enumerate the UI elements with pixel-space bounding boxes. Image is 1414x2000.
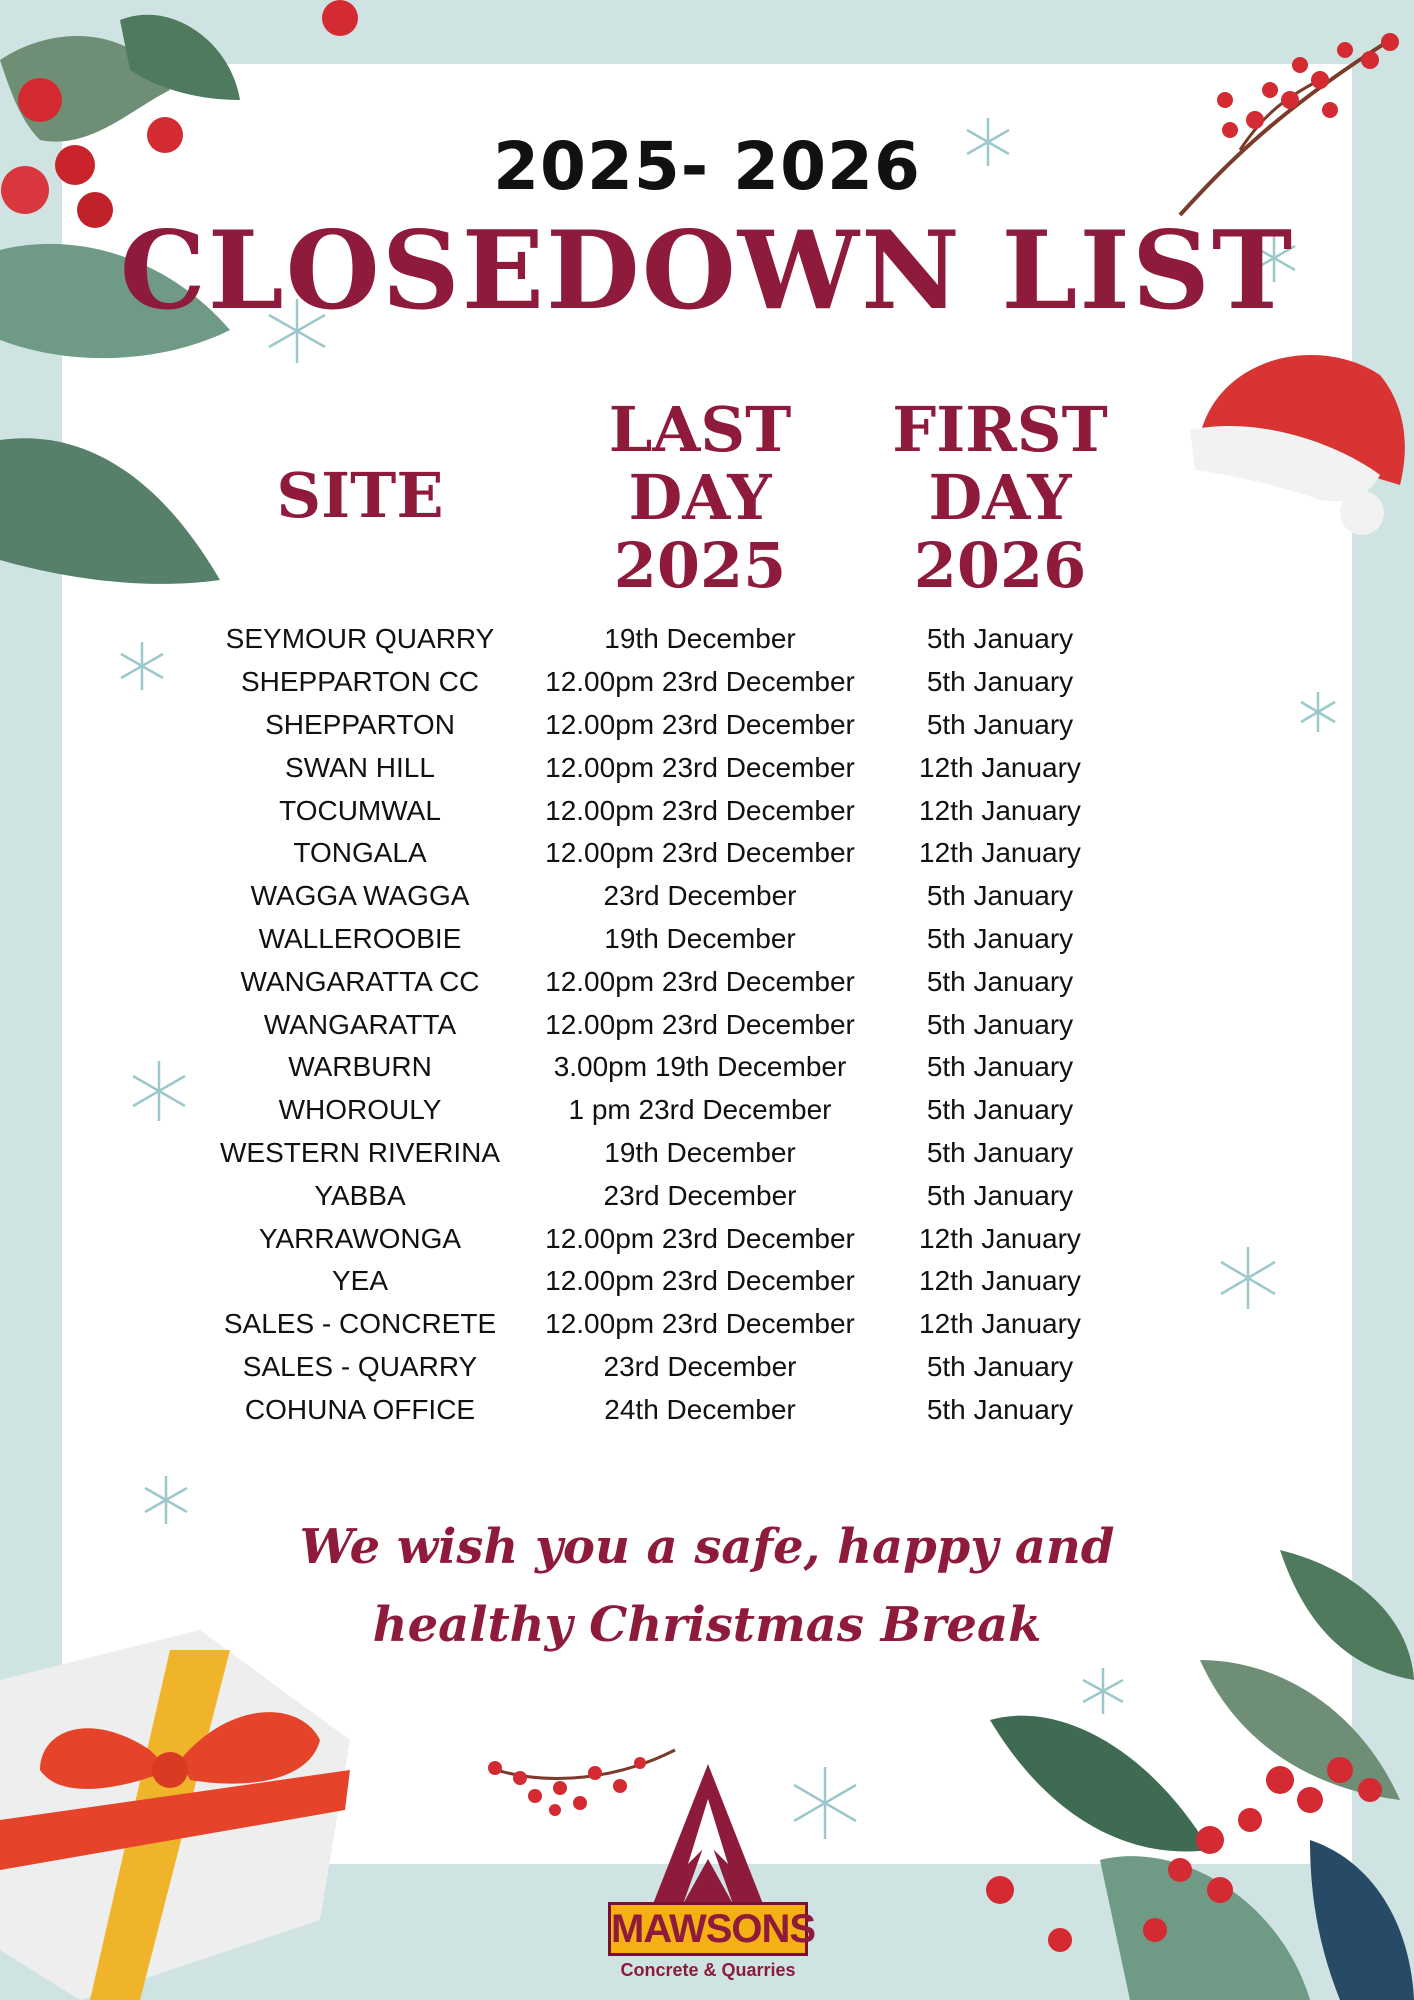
first-day-cell: 5th January [926,922,1074,954]
closedown-table [200,618,1120,1431]
site-cell: SEYMOUR QUARRY [225,623,495,655]
column-header-first-day [880,393,1120,602]
site-cell: SWAN HILL [285,751,435,783]
table-row [200,618,1120,661]
last-day-cell: 1 pm 23rd December [568,1094,832,1126]
first-day-cell: 12th January [919,1308,1081,1340]
last-day-cell: 19th December [604,623,796,655]
last-day-cell: 12.00pm 23rd December [545,794,855,826]
last-day-cell: 12.00pm 23rd December [545,751,855,783]
last-day-cell: 12.00pm 23rd December [545,1308,855,1340]
first-day-cell: 5th January [926,708,1074,740]
logo-wordmark: MAWSONS [608,1902,808,1956]
column-header-site [200,459,520,532]
site-cell: WAGGA WAGGA [250,880,470,912]
column-header-last-line-2: DAY [628,461,772,534]
holiday-greeting [0,1508,1414,1664]
first-day-cell: 5th January [926,880,1074,912]
site-cell: TONGALA [293,837,427,869]
last-day-cell: 12.00pm 23rd December [545,1265,855,1297]
last-day-cell: 12.00pm 23rd December [545,666,855,698]
table-row [200,1388,1120,1431]
first-day-cell: 5th January [926,1350,1074,1382]
column-header-first-line-3: 2026 [913,529,1087,602]
site-cell: WARBURN [288,1051,432,1083]
site-cell: WHOROULY [278,1094,442,1126]
site-cell: TOCUMWAL [279,794,441,826]
table-row [200,789,1120,832]
site-cell: WALLEROOBIE [258,922,462,954]
site-cell: COHUNA OFFICE [244,1393,476,1425]
column-header-last-day [520,393,880,602]
last-day-cell: 19th December [604,922,796,954]
table-row [200,1132,1120,1175]
last-day-cell: 12.00pm 23rd December [545,837,855,869]
last-day-cell: 23rd December [603,1350,797,1382]
table-row [200,1217,1120,1260]
first-day-cell: 12th January [919,1222,1081,1254]
logo-tagline: Concrete & Quarries [620,1960,796,1980]
last-day-cell: 12.00pm 23rd December [545,965,855,997]
table-row [200,1303,1120,1346]
snowflake-icon [126,1058,192,1124]
site-cell: YEA [331,1265,389,1297]
column-header-site-label: SITE [276,459,444,532]
last-day-cell: 23rd December [603,880,797,912]
site-cell: YARRAWONGA [258,1222,462,1254]
site-cell: WESTERN RIVERINA [219,1136,501,1168]
table-row [200,1046,1120,1089]
title-years: 2025- 2026 [493,128,921,205]
first-day-cell: 12th January [919,1265,1081,1297]
last-day-cell: 12.00pm 23rd December [545,1008,855,1040]
last-day-cell: 12.00pm 23rd December [545,1222,855,1254]
table-row [200,1346,1120,1389]
site-cell: WANGARATTA [263,1008,457,1040]
column-header-first-line-1: FIRST [892,393,1108,466]
first-day-cell: 12th January [919,794,1081,826]
last-day-cell: 19th December [604,1136,796,1168]
greeting-line-2: healthy Christmas Break [372,1597,1042,1653]
first-day-cell: 5th January [926,1179,1074,1211]
first-day-cell: 5th January [926,1051,1074,1083]
last-day-cell: 12.00pm 23rd December [545,708,855,740]
first-day-cell: 5th January [926,623,1074,655]
first-day-cell: 12th January [919,837,1081,869]
mawsons-logo [608,1764,816,1986]
site-cell: SALES - CONCRETE [223,1308,497,1340]
table-row [200,875,1120,918]
first-day-cell: 5th January [926,666,1074,698]
site-cell: SALES - QUARRY [242,1350,478,1382]
snowflake-icon [116,640,168,692]
last-day-cell: 23rd December [603,1179,797,1211]
site-cell: SHEPPARTON CC [240,666,480,698]
first-day-cell: 5th January [926,1136,1074,1168]
table-row [200,1003,1120,1046]
last-day-cell: 24th December [604,1393,796,1425]
column-header-first-line-2: DAY [928,461,1072,534]
first-day-cell: 12th January [919,751,1081,783]
table-row [200,960,1120,1003]
first-day-cell: 5th January [926,965,1074,997]
column-header-last-line-1: LAST [608,393,792,466]
site-cell: SHEPPARTON [265,708,455,740]
site-cell: WANGARATTA CC [240,965,480,997]
table-row [200,832,1120,875]
table-row [200,1260,1120,1303]
table-row [200,704,1120,747]
table-row [200,918,1120,961]
first-day-cell: 5th January [926,1008,1074,1040]
snowflake-icon [1296,690,1340,734]
santa-hat-icon [1180,335,1414,535]
mountain-logo-icon [653,1764,763,1904]
site-cell: YABBA [314,1179,406,1211]
table-row [200,661,1120,704]
column-header-last-line-3: 2025 [613,529,787,602]
page-title: CLOSEDOWN LIST [119,208,1295,334]
snowflake-icon [1078,1666,1128,1716]
last-day-cell: 3.00pm 19th December [553,1051,847,1083]
table-row [200,1174,1120,1217]
table-row [200,1089,1120,1132]
greeting-line-1: We wish you a safe, happy and [299,1519,1115,1575]
first-day-cell: 5th January [926,1094,1074,1126]
table-row [200,746,1120,789]
first-day-cell: 5th January [926,1393,1074,1425]
snowflake-icon [1214,1244,1282,1312]
gift-box-icon [0,1620,360,2000]
